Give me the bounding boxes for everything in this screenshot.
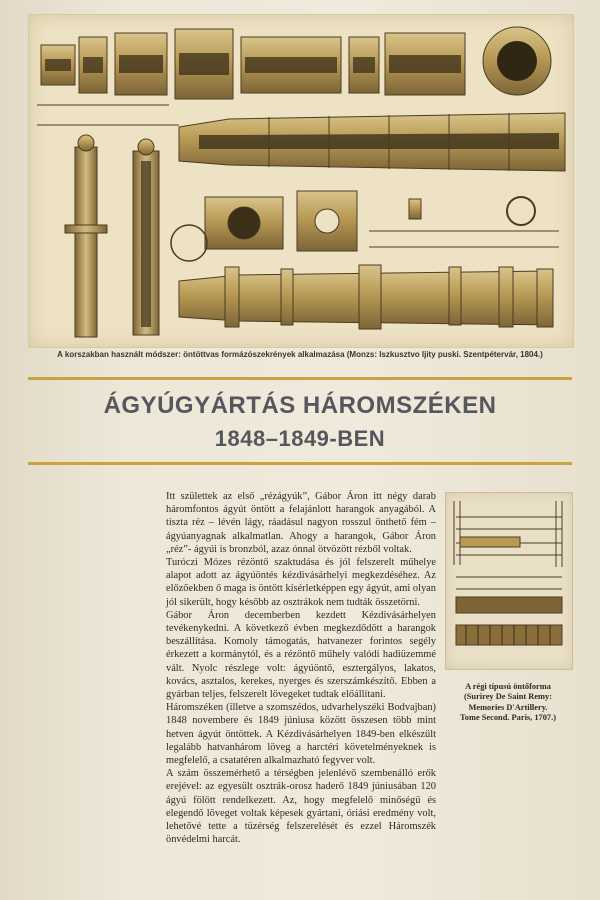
old-mold-engraving: [445, 492, 573, 670]
side-caption-line-1: A régi típusú öntőforma: [465, 682, 551, 691]
engraving-drawing: [29, 15, 573, 347]
title-top-rule: [28, 377, 572, 380]
paragraph-5: A szám összemérhető a térségben jelenlévő szembenálló erők erejével: az egyesült osztrák-orosz haderő 1849 júniusában 120 ágyú fölött rendelkezett. Az, hogy megfelelő minőségű és elegendő löveget voltak képesek gyártani, óriási eredmény volt, lehetővé tette a tüzérség felszerelését és ezzel Háromszék önvédelmi harcát.: [166, 768, 436, 846]
cannon-exterior: [179, 265, 553, 329]
illustration-caption: A korszakban használt módszer: öntöttvas formázószekrények alkalmazása (Monzs: Iszkusztvo ljity puski. Szentpétervár, 1804.): [57, 350, 543, 359]
title-bottom-rule: [28, 462, 572, 465]
side-engraving-drawing: [446, 493, 572, 669]
cannon-cross-section: [179, 113, 565, 171]
paragraph-4: Háromszéken (illetve a szomszédos, udvarhelyszéki Bodvajban) 1848 novembere és 1849 júniusa között összesen több mint hetven ágyút öntöttek. A Kézdivásárhelyen 1849-ben elkészült legalább hatvanhárom löveg a harctéri követelményeknek is megfelelő, a csatatéren alkalmazható fegyver volt.: [166, 702, 436, 767]
paragraph-3: Gábor Áron decemberben kezdett Kézdivásárhelyen tevékenykedni. A következő évben megkezdődött a harangok beszállítása. Komoly támogatás, hatvanezer forintos segély érkezett a kormánytól, és a rézöntő műhely valódi hadiüzemmé vált. Nyolc részlege volt: ágyúöntő, esztergályos, lakatos, kovács, asztalos, kerekes, nyerges és szerszámkészítő. Ebben a gyárban teljes, felszerelt lövegeket tudtak előállítani.: [166, 609, 436, 701]
side-figure-caption: [445, 682, 571, 724]
side-caption-line-4: Tome Second. Paris, 1707.): [459, 713, 556, 723]
paragraph-2: Turóczi Mózes rézöntő szaktudása és jól felszerelt műhelye alapot adott az ágyúöntés kézdivásárhelyi megkezdéséhez. Az előzőekben ő maga is öntött kísérletképpen egy ágyút, ami olyan jól sikerült, hogy később az osztrákok nem tudták összetörni.: [166, 557, 436, 608]
side-caption-line-3: Memories D'Artillery.: [468, 702, 548, 712]
side-caption-line-2: (Surirey De Saint Remy:: [463, 692, 552, 702]
paragraph-1: Itt születtek az első „rézágyúk”, Gábor Áron itt négy darab háromfontos ágyút öntött a felajánlott harangok anyagából. A tiszta réz – lévén lágy, ráadásul nagyon rosszul önthető fém – ágyúanyagnak alkalmatlan. Ahogy a harangok, Gábor Áron „réz”- ágyúi is bronzból, azaz ónnal ötvözött rézből voltak.: [166, 491, 436, 555]
cannon-mold-engraving: [28, 14, 574, 348]
article-body: [166, 490, 436, 846]
page-subtitle: 1848–1849-BEN: [214, 426, 386, 451]
vertical-cannons: [65, 135, 159, 337]
page-title: ÁGYÚGYÁRTÁS HÁROMSZÉKEN: [103, 392, 497, 419]
